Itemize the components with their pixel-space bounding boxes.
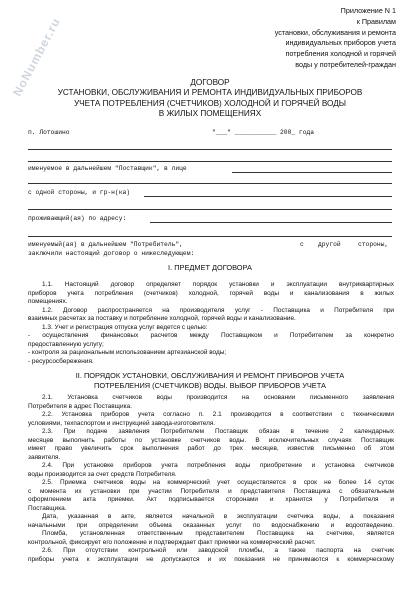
paragraph-line: 2.4. При установке приборов учета потребления воды приобретение и установка счетчиков bbox=[42, 462, 394, 469]
paragraph-line: с момента их установки при участии Потребителя и представителя Поставщика с обязательным bbox=[28, 487, 394, 495]
paragraph-line: Потребителя в адрес Поставщика. bbox=[28, 402, 132, 410]
section1-body bbox=[28, 281, 394, 366]
appendix-note bbox=[221, 6, 396, 71]
title-line: В ЖИЛЫХ ПОМЕЩЕНИЯХ bbox=[158, 109, 262, 119]
paragraph-line: условиями, техпаспортом и инструкцией завода-изготовителя. bbox=[28, 419, 216, 427]
title-line: УЧЕТА ПОТРЕБЛЕНИЯ (СЧЕТЧИКОВ) ХОЛОДНОЙ И ГОРЯЧЕЙ ВОДЫ bbox=[73, 98, 347, 108]
appendix-line: к Правилам bbox=[356, 16, 396, 26]
section2-body bbox=[28, 394, 394, 564]
paragraph-line: Дата, указанная в акте, является начальной в эксплуатации счетчика воды, а показания bbox=[42, 513, 394, 520]
paragraph-line: Поставщика. bbox=[28, 504, 67, 512]
paragraph-line: имеет право увеличить срок выполнения работ до трех месяцев, известив письменно об этом bbox=[28, 445, 394, 452]
paragraph-line: 2.3. При подаче заявления Потребителем Поставщик обязан в течение 2 календарных bbox=[42, 428, 394, 435]
paragraph-line: 2.1. Установка счетчиков воды производится на основании письменного заявления bbox=[42, 394, 394, 401]
paragraph-line: заявителя. bbox=[28, 453, 61, 461]
title-line: ДОГОВОР bbox=[190, 78, 230, 87]
paragraph-line: 2.5. Приемка счетчиков воды на коммерческий учет осуществляется в срок не более 14 суток bbox=[42, 479, 394, 486]
paragraph-line: контрольной, фиксирует его положение и подтверждает факт приемки на коммерческий расчет. bbox=[28, 538, 316, 546]
paragraph-line: помещениях. bbox=[28, 298, 68, 305]
blank-line bbox=[232, 172, 392, 173]
consumer-named-text: другой bbox=[318, 241, 341, 248]
section-heading bbox=[26, 371, 394, 391]
paragraph-line: 1.2. Договор распространяется на производителя услуг - Поставщика и Потребителя при bbox=[42, 306, 394, 314]
place-field: п. Лотошино bbox=[28, 129, 70, 136]
paragraph-line: 2.2. Установка приборов учета согласно п. 2.1 производится в соответствии с техническими bbox=[42, 411, 394, 418]
appendix-line: индивидуальных приборов учета bbox=[285, 38, 396, 48]
section-heading-text: ПОТРЕБЛЕНИЯ (СЧЕТЧИКОВ) ВОДЫ. ВЫБОР ПРИБОРОВ УЧЕТА bbox=[94, 381, 326, 390]
blank-line bbox=[28, 161, 392, 162]
paragraph-line: Пломба, установленная ответственным представителем Поставщика на счетчике, является bbox=[42, 530, 394, 537]
appendix-line: потребления холодной и горячей bbox=[285, 49, 396, 59]
concluded-text: заключили настоящий договор о нижеследующем: bbox=[28, 250, 195, 257]
blank-line bbox=[28, 183, 392, 184]
date-field: "___" ___________ 200_ года bbox=[212, 129, 315, 136]
paragraph-line: оформлением акта приемки. Акт подписывается сторонами и хранится у Потребителя и bbox=[28, 496, 394, 503]
paragraph-line: 1.1. Настоящий договор определяет порядок установки и эксплуатации внутриквартирных bbox=[42, 281, 394, 288]
blank-line bbox=[150, 222, 392, 223]
paragraph-line: приборы учета к эксплуатации не допускаются и их показания не принимаются к коммерческому bbox=[28, 555, 394, 563]
paragraph-line: начальными при определении объема оказанных услуг по водоснабжению и водоотведению. bbox=[28, 521, 394, 529]
paragraph-line: - осуществления финансовых расчетов между Поставщиком и Потребителем за конкретно bbox=[28, 332, 394, 339]
blank-line bbox=[28, 149, 392, 150]
consumer-named-text: именуемый(ая) в дальнейшем "Потребитель", bbox=[28, 241, 183, 248]
paragraph-line: 2.6. При отсутствии контрольной или заводской пломбы, а также паспорта на счетчик bbox=[42, 547, 394, 554]
blank-line bbox=[28, 236, 392, 237]
document-title bbox=[30, 78, 390, 120]
title-line: УСТАНОВКИ, ОБСЛУЖИВАНИЯ И РЕМОНТА ИНДИВИДУАЛЬНЫХ ПРИБОРОВ bbox=[57, 88, 363, 98]
section-heading bbox=[26, 263, 394, 273]
consumer-named-text: с bbox=[300, 241, 304, 248]
blank-line bbox=[28, 209, 392, 210]
paragraph-line: воды производится за счет средств Потребителя. bbox=[28, 470, 177, 478]
paragraph-line: взаимных расчетах за поставку и потребление холодной, горячей воды и канализование. bbox=[28, 315, 296, 322]
one-side-text: с одной стороны, и гр-н(ка) bbox=[28, 189, 131, 196]
watermark-text: NoNumber.ru bbox=[10, 15, 64, 99]
section-heading-text: II. ПОРЯДОК УСТАНОВКИ, ОБСЛУЖИВАНИЯ И РЕМОНТ ПРИБОРОВ УЧЕТА bbox=[75, 371, 345, 380]
paragraph-line: приборов учета потребления (счетчиков) холодной, горячей воды и канализования в жилых bbox=[28, 289, 394, 297]
appendix-line: воды у потребителей-граждан bbox=[295, 59, 396, 69]
paragraph-line: - ресурсосбережения. bbox=[28, 357, 94, 365]
appendix-line: установки, обслуживания и ремонта bbox=[274, 27, 396, 37]
paragraph-line: - контроля за рациональным использованием артезианской воды; bbox=[28, 349, 227, 356]
section-heading-text: I. ПРЕДМЕТ ДОГОВОРА bbox=[168, 263, 252, 272]
consumer-named-text: стороны, bbox=[358, 241, 389, 248]
paragraph-line: предоставленную услугу; bbox=[28, 340, 104, 348]
residing-text: проживающий(ая) по адресу: bbox=[28, 215, 127, 222]
appendix-line: Приложение N 1 bbox=[340, 6, 396, 15]
supplier-named-text: именуемое в дальнейшем "Поставщик", в лице bbox=[28, 165, 187, 172]
paragraph-line: месяцев выполнить работы по установке счетчиков воды. В исключительных случаях Поставщик bbox=[28, 436, 394, 444]
paragraph-line: 1.3. Учет и регистрация отпуска услуг ведется с целью: bbox=[42, 323, 208, 331]
blank-line bbox=[144, 196, 392, 197]
